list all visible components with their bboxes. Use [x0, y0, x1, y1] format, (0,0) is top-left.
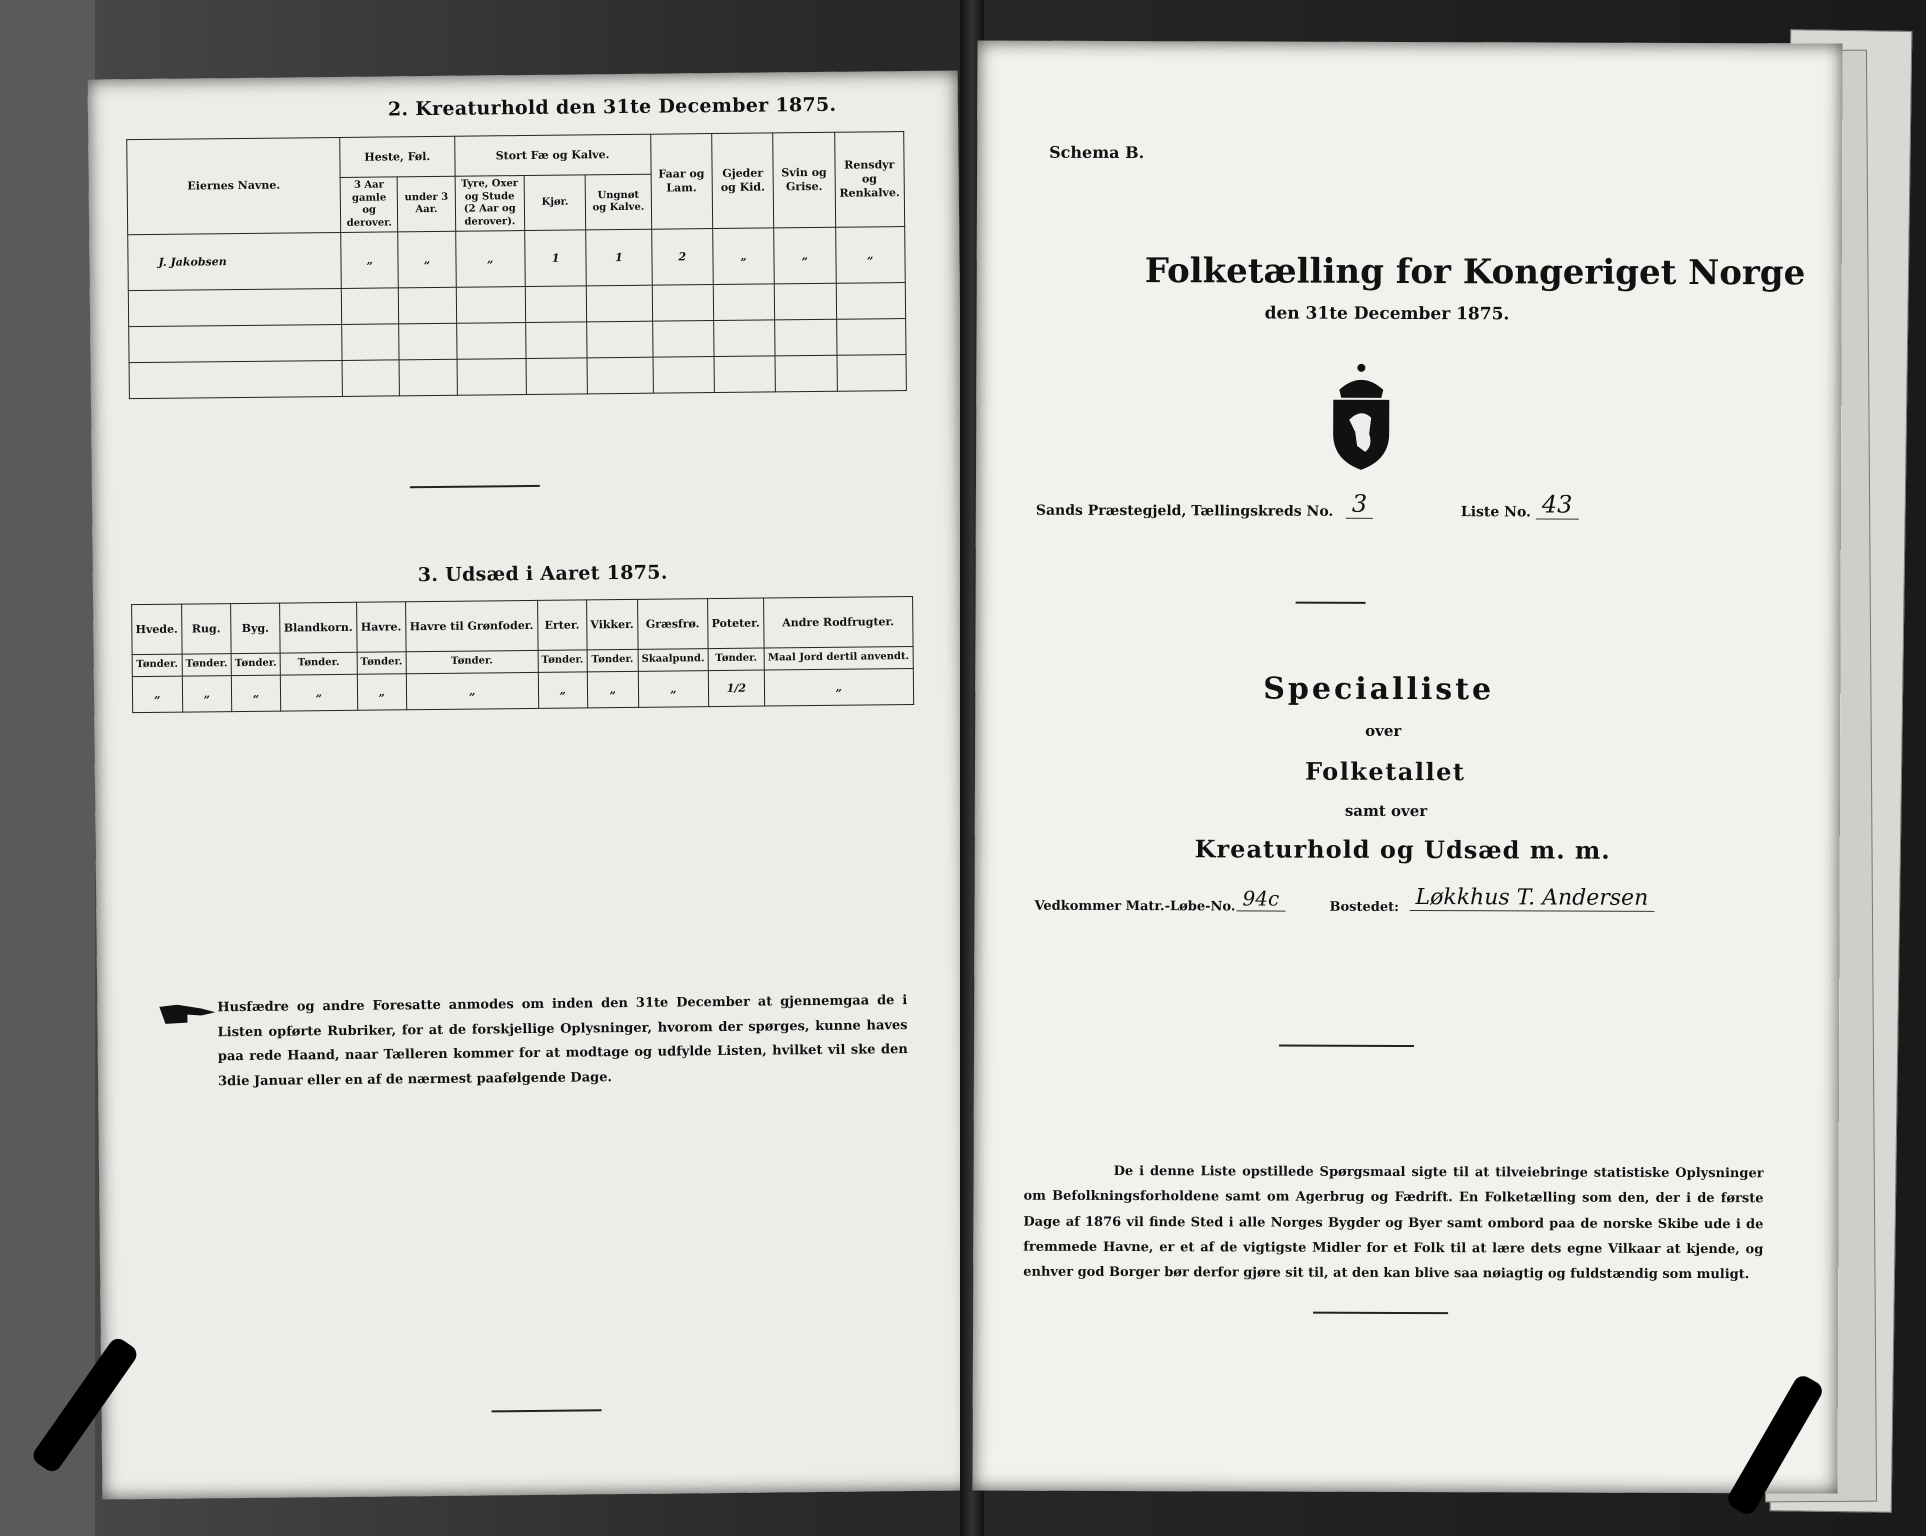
cell-rensdyr: „ [835, 227, 905, 284]
seed-col-unit: Tønder. [280, 652, 357, 675]
divider [410, 485, 540, 488]
seed-cell: „ [357, 674, 407, 711]
cell-kjor: 1 [525, 230, 587, 287]
matr-no-value: 94c [1236, 886, 1285, 910]
table-row [129, 355, 906, 399]
over-text: over [1365, 721, 1402, 740]
notice-text: Husfædre og andre Foresatte anmodes om inden den 31te December at gjennemgaa de i Listen opførte Rubriker, for at de forskjellige Oplysninger, hvorom der spørges, kunne haves paa rede Haand, naar Tælleren kommer for at modtage og udfylde Listen, hvilket vil ske den 3die Januar eller en af de nærmest paafølgende Dage. [217, 993, 908, 1090]
table-row [128, 227, 906, 291]
seed-col-unit: Skaalpund. [638, 649, 709, 672]
cell-svin: „ [774, 227, 836, 284]
seed-col-label: Rug. [181, 604, 231, 655]
section2-title: 2. Kreaturhold den 31te December 1875. [387, 93, 837, 121]
seed-cell: „ [182, 676, 232, 713]
seed-col-label: Havre. [356, 602, 406, 653]
kreds-no-value: 3 [1346, 490, 1373, 518]
divider-bottom [492, 1409, 602, 1412]
seed-col-label: Byg. [231, 603, 281, 654]
col-fae-tyre: Tyre, Oxer og Stude (2 Aar og derover). [455, 176, 525, 232]
col-faar: Faar og Lam. [650, 134, 712, 230]
form-title: Folketælling for Kongeriget Norge [1144, 251, 1806, 294]
liste-label: Liste No. [1460, 504, 1531, 521]
bostedet-label: Bostedet: [1329, 899, 1399, 915]
seed-col-label: Andre Rodfrugter. [763, 596, 913, 648]
prestegjeld-label: Sands Præstegjeld, Tællingskreds No. [1035, 502, 1334, 520]
footer-text: De i denne Liste opstillede Spørgsmaal sigte til at tilveiebringe statistiske Oplysninger om Befolkningsforholdene samt om Agerbrug og Fædrift. En Folketælling som den, der i de første Dage af 1876 vil finde Sted i alle Norges Bygder og Byer samt ombord paa de norske Skibe ude i de fremmede Havne, er et af de vigtigste Midler for et Folk til at lære dets egne Vilkaar at kjende, og enhver god Borger bør derfor gjøre sit til, at den kan blive saa nøiagtig og fuldstændig som muligt. [1023, 1163, 1764, 1283]
col-rensdyr: Rensdyr og Renkalve. [834, 132, 904, 228]
seed-cell: „ [587, 671, 638, 708]
seed-cell: „ [132, 676, 182, 713]
left-edge-shadow [0, 0, 95, 1536]
seed-cell: „ [280, 674, 357, 711]
col-heste-young: under 3 Aar. [397, 176, 455, 232]
col-heste-old: 3 Aar gamle og derover. [340, 177, 398, 233]
divider-2 [1279, 1045, 1414, 1047]
cell-heste-young: „ [398, 231, 456, 288]
seed-col-unit: Tønder. [587, 649, 638, 672]
seed-col-label: Poteter. [708, 598, 764, 649]
kreaturhold-text: Kreaturhold og Udsæd m. m. [1194, 834, 1611, 865]
owner-name: J. Jakobsen [128, 232, 342, 290]
cell-tyre: „ [455, 231, 525, 288]
seed-cell: „ [638, 671, 709, 708]
specialliste-title: Specialliste [1263, 671, 1495, 708]
col-name: Eiernes Navne. [127, 137, 341, 234]
seed-cell: „ [764, 668, 914, 706]
seed-col-unit: Tønder. [708, 648, 764, 671]
seed-col-label: Hvede. [132, 604, 182, 655]
seed-col-label: Erter. [537, 600, 587, 651]
coat-of-arms-icon [1321, 362, 1401, 472]
bostedet-value: Løkkhus T. Andersen [1410, 885, 1655, 911]
samt-over-text: samt over [1344, 801, 1428, 821]
cell-faar: 2 [651, 229, 713, 286]
livestock-table [126, 131, 907, 399]
left-page [88, 70, 973, 1499]
seed-col-label: Blandkorn. [280, 602, 357, 653]
seed-col-unit: Tønder. [406, 650, 538, 673]
divider [1296, 602, 1366, 604]
cell-ungnot: 1 [586, 229, 652, 286]
seed-col-unit: Tønder. [231, 653, 280, 676]
seed-cell: 1/2 [708, 670, 764, 707]
col-fae-kjor: Kjør. [524, 175, 586, 231]
pointing-hand-icon [157, 998, 217, 1029]
right-page [972, 40, 1842, 1493]
seed-cell: „ [538, 672, 588, 709]
col-heste: Heste, Føl. [340, 136, 455, 177]
liste-no-value: 43 [1536, 490, 1579, 518]
section3-title: 3. Udsæd i Aaret 1875. [417, 561, 668, 587]
folketallet-text: Folketallet [1304, 756, 1466, 787]
seed-col-label: Græsfrø. [637, 599, 708, 650]
seed-cell: „ [231, 675, 281, 712]
seed-table [131, 596, 914, 713]
seed-col-unit: Maal Jord dertil anvendt. [764, 646, 914, 670]
col-fae: Stort Fæ og Kalve. [454, 134, 650, 176]
seed-col-label: Havre til Grønfoder. [405, 600, 537, 651]
seed-col-unit: Tønder. [357, 652, 406, 675]
form-date: den 31te December 1875. [1264, 303, 1510, 325]
seed-col-unit: Tønder. [182, 654, 231, 677]
cell-heste-old: „ [341, 232, 399, 289]
table-row [132, 668, 913, 712]
seed-col-unit: Tønder. [538, 650, 587, 673]
matr-label: Vedkommer Matr.-Løbe-No. [1034, 898, 1236, 915]
cell-gjeder: „ [713, 228, 775, 285]
col-fae-ungnot: Ungnøt og Kalve. [585, 174, 651, 230]
seed-col-unit: Tønder. [132, 654, 182, 677]
divider-bottom [1313, 1312, 1448, 1314]
col-gjeder: Gjeder og Kid. [712, 133, 774, 229]
seed-cell: „ [406, 672, 538, 709]
col-svin: Svin og Grise. [773, 132, 835, 228]
schema-label: Schema B. [1049, 142, 1145, 163]
seed-col-label: Vikker. [586, 599, 637, 650]
